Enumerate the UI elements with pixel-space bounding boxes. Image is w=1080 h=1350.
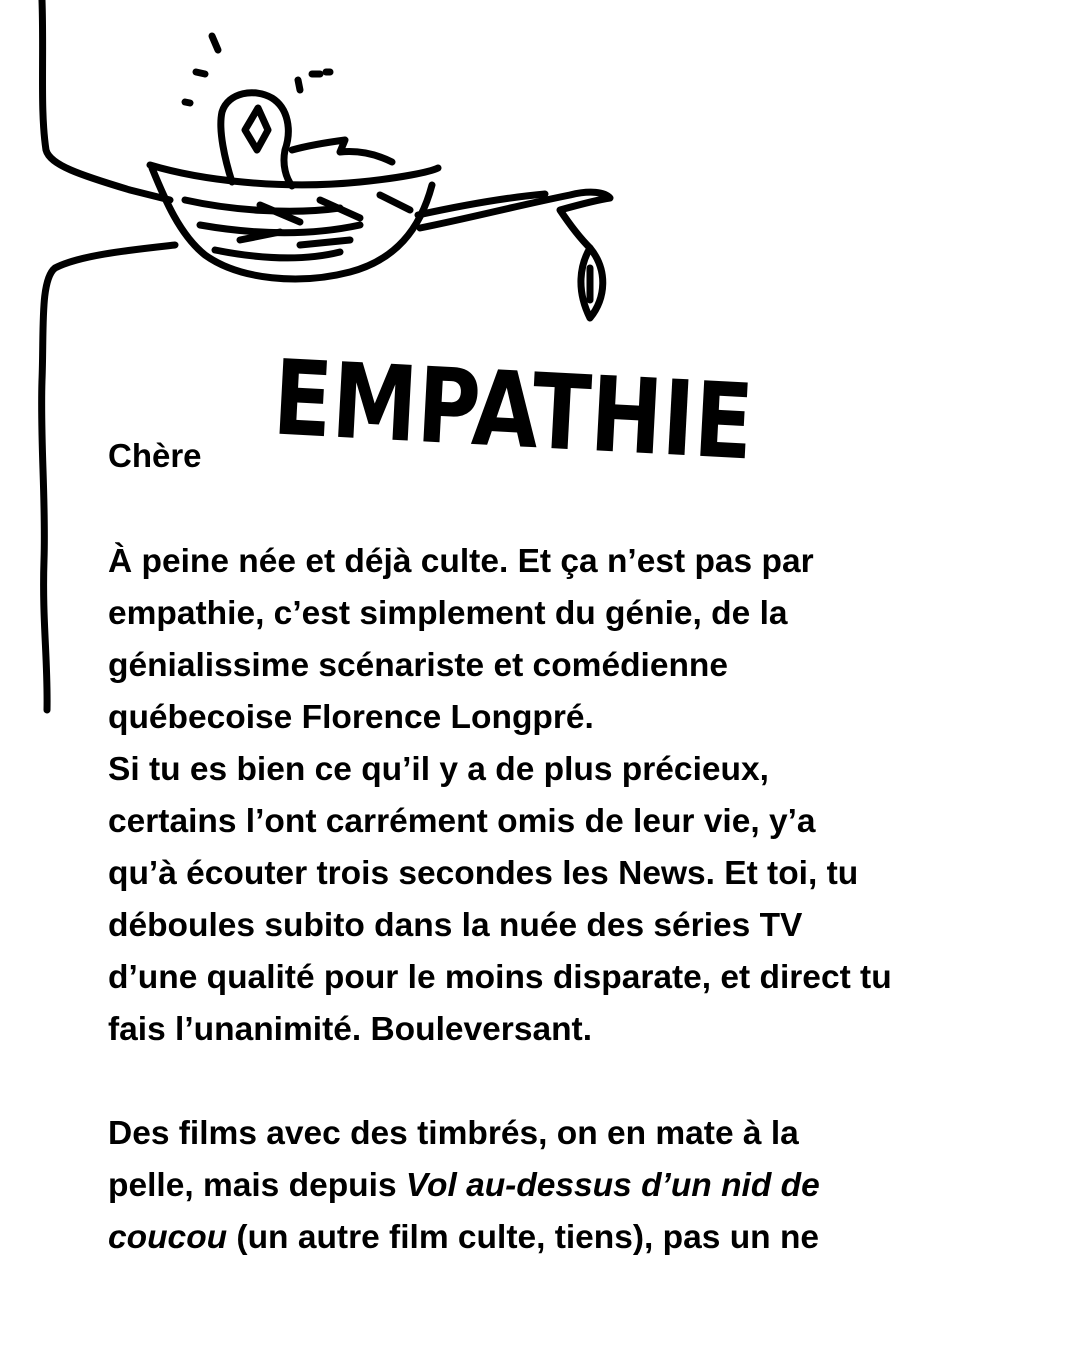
nest-rim [150, 165, 438, 185]
text-line: À peine née et déjà culte. Et ça n’est pas par [108, 543, 814, 580]
text-line: empathie, c’est simplement du génie, de la [108, 595, 788, 632]
film-title: Vol au-dessus d’un nid de [405, 1167, 820, 1204]
text-line [108, 1212, 1008, 1264]
text-line [108, 1160, 1008, 1212]
text-line: génialissime scénariste et comédienne [108, 647, 729, 684]
text-line: qu’à écouter trois secondes les News. Et toi, tu [108, 855, 859, 892]
bird-beak [245, 108, 268, 150]
text-line: certains l’ont carrément omis de leur vie, y’a [108, 803, 816, 840]
text-line: fais l’unanimité. Bouleversant. [108, 1011, 593, 1048]
text-line: Si tu es bien ce qu’il y a de plus précieux, [108, 751, 769, 788]
paragraph-1 [108, 536, 1008, 1056]
paragraph-2 [108, 1108, 1008, 1264]
title-lettering [270, 336, 858, 528]
text-line: Des films avec des timbrés, on en mate à la [108, 1115, 799, 1152]
text-line: d’une qualité pour le moins disparate, et direct tu [108, 959, 892, 996]
text-line: déboules subito dans la nuée des séries TV [108, 907, 803, 944]
letter-body [108, 536, 1008, 1264]
greeting: Chère [108, 437, 202, 474]
text-plain: pelle, mais depuis [108, 1167, 406, 1204]
text-plain: (un autre film culte, tiens), pas un ne [227, 1219, 820, 1256]
text-line: québecoise Florence Longpré. [108, 699, 594, 736]
film-title: coucou [108, 1219, 228, 1256]
title-text: EMPATHIE [270, 336, 858, 489]
bird-wing [292, 140, 392, 162]
